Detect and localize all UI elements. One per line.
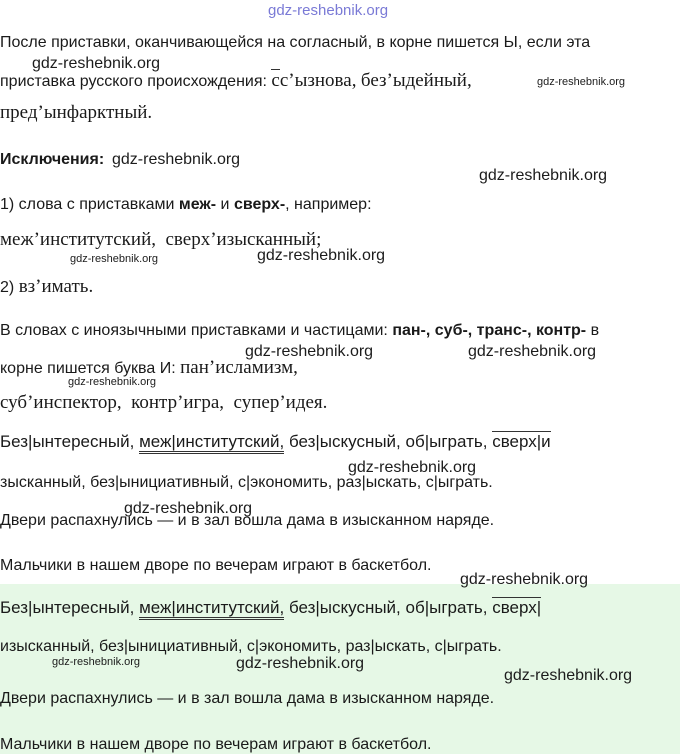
watermark: gdz-reshebnik.org <box>124 500 253 517</box>
watermark: gdz-reshebnik.org <box>504 667 633 684</box>
exercise-sentence-2: Мальчики в нашем дворе по вечерам играют в баскетбол. <box>0 557 432 574</box>
watermark: gdz-reshebnik.org <box>268 2 389 19</box>
watermark: gdz-reshebnik.org <box>245 343 374 360</box>
example-word: пред’ынфарктный. <box>0 102 153 123</box>
answer-sentence-2: Мальчики в нашем дворе по вечерам играют в баскетбол. <box>0 736 432 753</box>
watermark: gdz-reshebnik.org <box>52 656 141 668</box>
watermark: gdz-reshebnik.org <box>236 655 365 672</box>
watermark: gdz-reshebnik.org <box>537 76 626 88</box>
foreign-rule-line-2: корне пишется буква И: пан’исламизм, <box>0 357 298 378</box>
exercise-sentence-1: Двери распахнулись — и в зал вошла дама в изысканном наряде. <box>0 512 495 529</box>
watermark: gdz-reshebnik.org <box>479 167 608 184</box>
foreign-rule-line-1: В словах с иноязычными приставками и частицами: пан-, суб-, транс-, контр- в <box>0 322 600 339</box>
exercise-line-1: Без|ынтересный, меж|институтский, без|ыскусный, об|ыграть, сверх|и <box>0 432 551 452</box>
watermark: gdz-reshebnik.org <box>460 571 589 588</box>
watermark: gdz-reshebnik.org <box>348 459 477 476</box>
watermark: gdz-reshebnik.org <box>70 253 159 265</box>
exception-examples: меж’институтский, сверх’изысканный; <box>0 229 322 250</box>
answer-sentence-1: Двери распахнулись — и в зал вошла дама в изысканном наряде. <box>0 690 495 707</box>
answer-line-1: Без|ынтересный, меж|институтский, без|ыскусный, об|ыграть, сверх| <box>0 598 541 618</box>
answer-line-2: изысканный, без|ынициативный, с|экономить, раз|ыскать, с|ыграть. <box>0 638 502 655</box>
example-word: сс’ызнова, <box>271 70 357 91</box>
watermark: gdz-reshebnik.org <box>112 151 241 168</box>
exceptions-heading: Исключения: <box>0 151 105 168</box>
watermark: gdz-reshebnik.org <box>257 247 386 264</box>
foreign-examples: суб’инспектор, контр’игра, супер’идея. <box>0 392 328 413</box>
exception-item-1: 1) слова с приставками меж- и сверх-, например: <box>0 196 372 213</box>
exercise-line-2: зысканный, без|ынициативный, с|экономить, раз|ыскать, с|ыграть. <box>0 474 493 491</box>
exception-item-2: 2) вз’имать. <box>0 276 94 297</box>
rule-line-2: приставка русского происхождения: сс’ызнова, без’ыдейный, <box>0 70 472 91</box>
watermark: gdz-reshebnik.org <box>32 55 161 72</box>
rule-line-1: После приставки, оканчивающейся на согласный, в корне пишется Ы, если эта <box>0 34 591 51</box>
watermark: gdz-reshebnik.org <box>68 376 157 388</box>
example-word: без’ыдейный, <box>360 70 472 91</box>
watermark: gdz-reshebnik.org <box>468 343 597 360</box>
